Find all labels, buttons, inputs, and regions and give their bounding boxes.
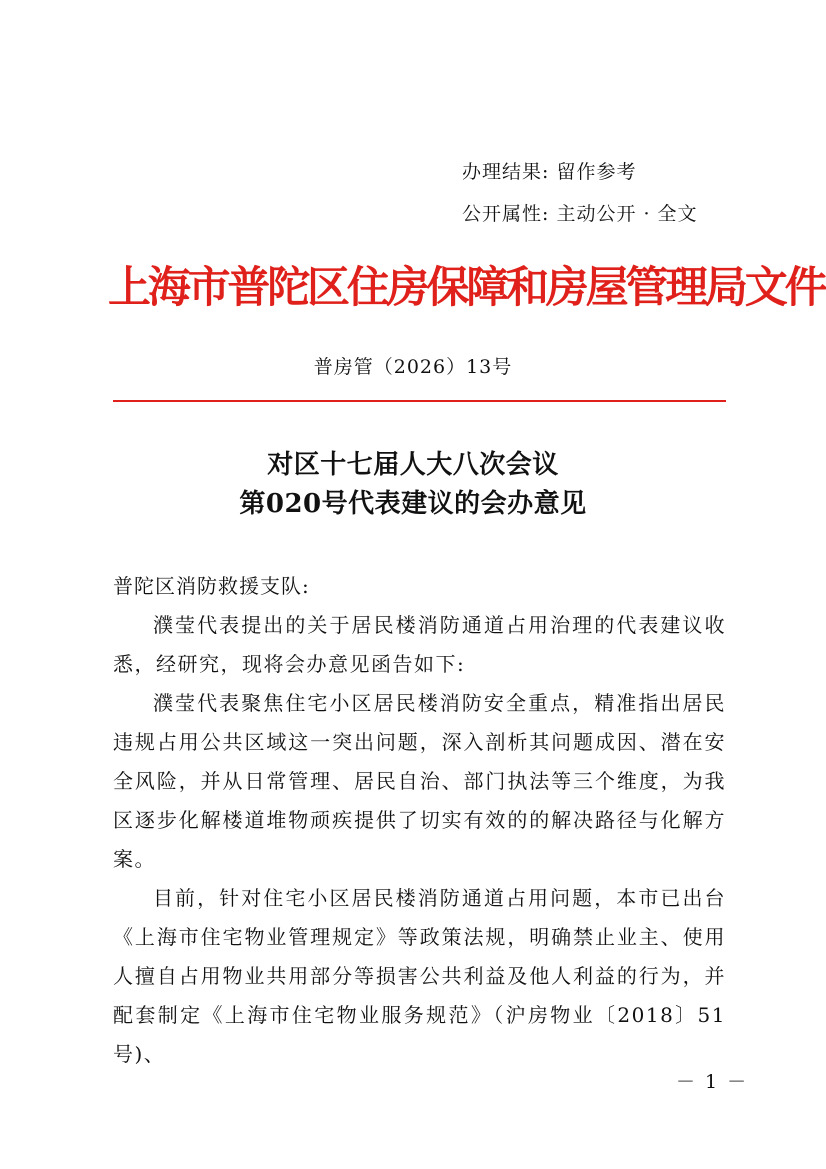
handling-result: 办理结果: 留作参考 bbox=[462, 161, 637, 183]
document-number: 普房管（2026）13号 bbox=[313, 356, 513, 378]
document-title-line-2: 第020号代表建议的会办意见 bbox=[239, 489, 587, 519]
document-title-line-1: 对区十七届人大八次会议 bbox=[267, 450, 559, 480]
paragraph-3: 目前，针对住宅小区居民楼消防通道占用问题，本市已出台《上海市住宅物业管理规定》等政策法规，明确禁止业主、使用人擅自占用物业共用部分等损害公共利益及他人利益的行为，并配套制定《上海市住宅物业服务规范》（沪房物业〔2018〕51号)、 bbox=[113, 886, 726, 1066]
paragraph-2: 濮莹代表聚焦住宅小区居民楼消防安全重点，精准指出居民违规占用公共区域这一突出问题，深入剖析其问题成因、潜在安全风险，并从日常管理、居民自治、部门执法等三个维度，为我区逐步化解楼道堆物顽疾提供了切实有效的的解决路径与化解方案。 bbox=[113, 691, 726, 871]
paragraph-1: 濮莹代表提出的关于居民楼消防通道占用治理的代表建议收悉，经研究，现将会办意见函告如下: bbox=[113, 613, 726, 676]
page-number: － 1 － bbox=[676, 1071, 749, 1093]
agency-title: 上海市普陀区住房保障和房屋管理局文件 bbox=[108, 263, 825, 313]
red-divider-line bbox=[113, 400, 726, 402]
salutation: 普陀区消防救援支队: bbox=[113, 574, 310, 598]
body-paragraphs bbox=[113, 606, 726, 1074]
disclosure-attribute: 公开属性: 主动公开 · 全文 bbox=[462, 203, 698, 225]
